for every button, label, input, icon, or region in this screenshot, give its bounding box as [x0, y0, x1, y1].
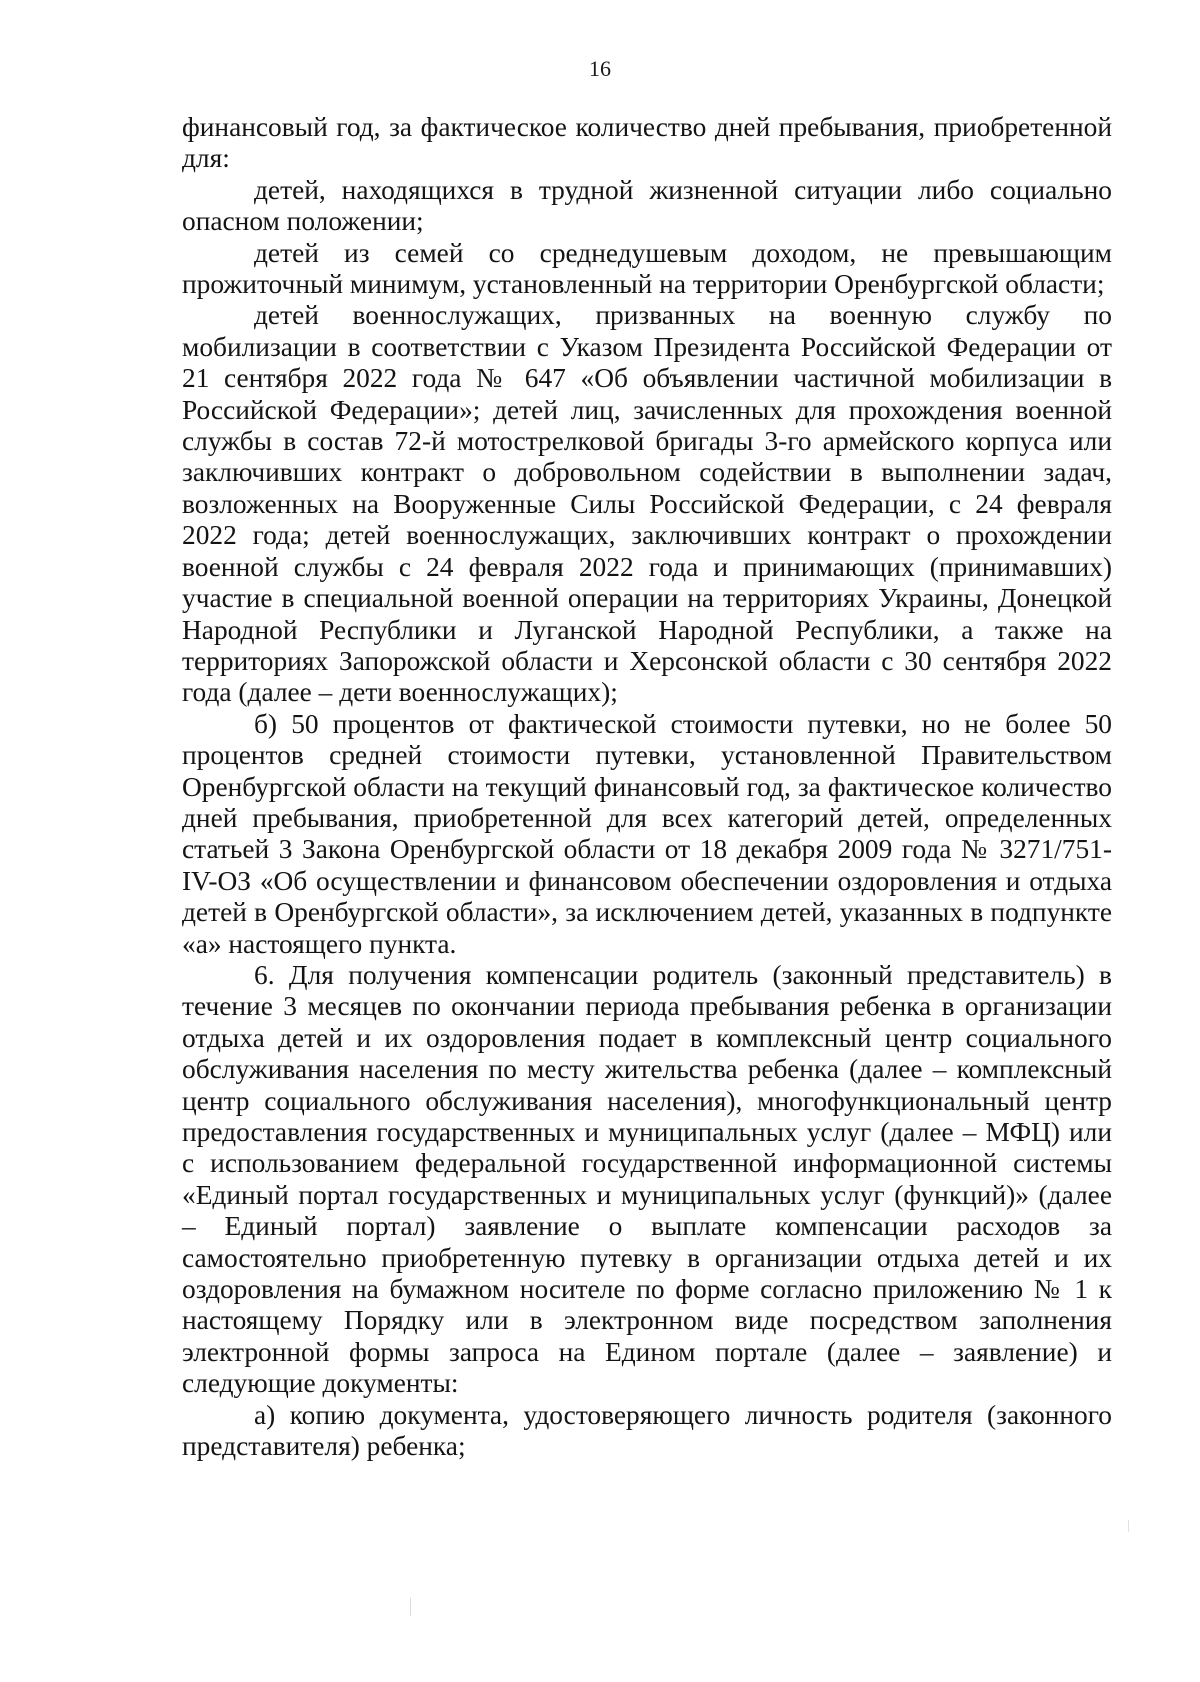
scan-artifact-dot: [1128, 1520, 1129, 1532]
scan-artifact-line: [410, 1598, 411, 1616]
paragraph-point-6: 6. Для получения компенсации родитель (законный представитель) в течение 3 месяцев по окончании периода пребывания ребенка в организации отдыха детей и их оздоровления подает в комплексный центр социального обслуживания населения по месту жительства ребенка (далее – комплексный центр социального обслуживания населения), многофункциональный центр предоставления государственных и муниципальных услуг (далее – МФЦ) или с использованием федеральной государственной информационной системы «Единый портал государственных и муниципальных услуг (функций)» (далее – Единый портал) заявление о выплате компенсации расходов за самостоятельно приобретенную путевку в организации отдыха детей и их оздоровления на бумажном носителе по форме согласно приложению № 1 к настоящему Порядку или в электронном виде посредством заполнения электронной формы запроса на Едином портале (далее – заявление) и следующие документы:: [182, 959, 1112, 1399]
paragraph-continuation: финансовый год, за фактическое количество дней пребывания, приобретенной для:: [182, 112, 1112, 174]
paragraph-subpoint-b: б) 50 процентов от фактической стоимости путевки, но не более 50 процентов средней стоимости путевки, установленной Правительством Оренбургской области на текущий финансовый год, за фактическое количество дней пребывания, приобретенной для всех категорий детей, определенных статьей 3 Закона Оренбургской области от 18 декабря 2009 года № 3271/751-IV-ОЗ «Об осуществлении и финансовом обеспечении оздоровления и отдыха детей в Оренбургской области», за исключением детей, указанных в подпункте «а» настоящего пункта.: [182, 708, 1112, 959]
document-body: [182, 112, 1112, 1462]
page-number: 16: [589, 56, 611, 81]
paragraph-children-difficult-situation: детей, находящихся в трудной жизненной ситуации либо социально опасном положении;: [182, 174, 1112, 237]
paragraph-subpoint-a: а) копию документа, удостоверяющего личность родителя (законного представителя) ребенка;: [182, 1399, 1112, 1462]
paragraph-children-low-income: детей из семей со среднедушевым доходом, не превышающим прожиточный минимум, установленный на территории Оренбургской области;: [182, 237, 1112, 300]
paragraph-children-servicemen: детей военнослужащих, призванных на военную службу по мобилизации в соответствии с Указом Президента Российской Федерации от 21 сентября 2022 года № 647 «Об объявлении частичной мобилизации в Российской Федерации»; детей лиц, зачисленных для прохождения военной службы в состав 72-й мотострелковой бригады 3-го армейского корпуса или заключивших контракт о добровольном содействии в выполнении задач, возложенных на Вооруженные Силы Российской Федерации, с 24 февраля 2022 года; детей военнослужащих, заключивших контракт о прохождении военной службы с 24 февраля 2022 года и принимающих (принимавших) участие в специальной военной операции на территориях Украины, Донецкой Народной Республики и Луганской Народной Республики, а также на территориях Запорожской области и Херсонской области с 30 сентября 2022 года (далее – дети военнослужащих);: [182, 300, 1112, 708]
